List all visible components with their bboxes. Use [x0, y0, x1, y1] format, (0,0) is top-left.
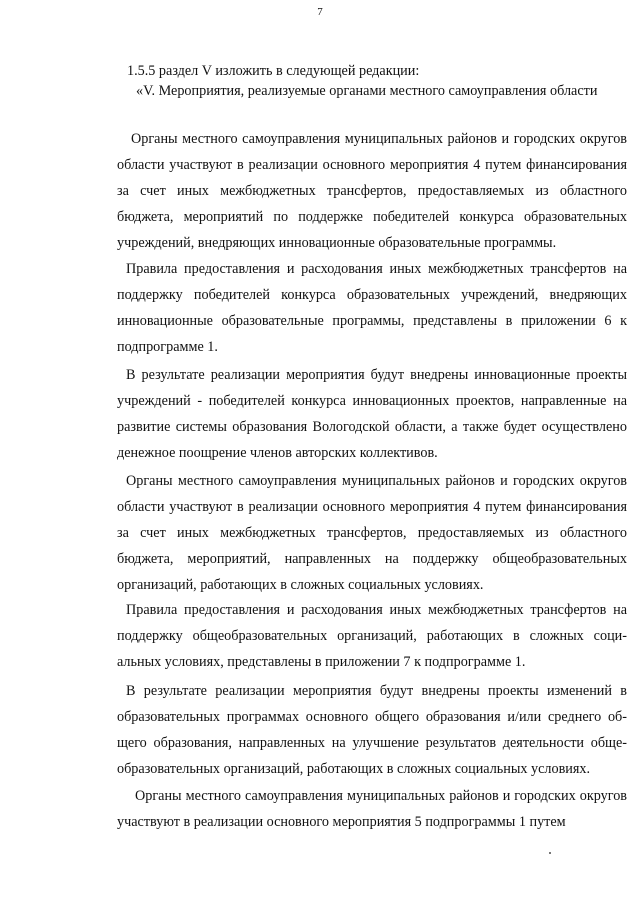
paragraph-1: Органы местного самоуправления муниципальных районов и городских округов области участвуют в реализации основного мероприятия 4 путем финансирования за счет иных межбюджетных трансфертов, предоставляемых из областного бюджета, мероприятий по поддержке победителей конкурса образовательных учреждений, внедряющих инновационные образовательные программы. [117, 131, 627, 251]
page-number: 7 [317, 6, 323, 18]
paragraph-7: Органы местного самоуправления муниципальных районов и городских округов участвуют в реализации основного мероприятия 5 подпрограммы 1 путем [117, 788, 627, 830]
paragraph-6: В результате реализации мероприятия будут внедрены проекты изменений в образовательных программах основного общего образования и/или среднего общего образования, направленных на улучшение результатов деятельности общеобразовательных организаций, работающих в сложных социальных условиях. [117, 683, 627, 777]
paragraph-4: Органы местного самоуправления муниципальных районов и городских округов области участвуют в реализации основного мероприятия 4 путем финансирования за счет иных межбюджетных трансфертов, предоставляемых из областного бюджета, мероприятий, направленных на поддержку общеобразовательных организаций, работающих в сложных социальных условиях. [117, 473, 627, 593]
scan-speck [549, 852, 551, 854]
section-title: «V. Мероприятия, реализуемые органами местного самоуправления области [136, 83, 598, 99]
paragraph-5: Правила предоставления и расходования иных межбюджетных трансфертов на поддержку общеобразовательных организаций, работающих в сложных социальных условиях, представлены в приложении 7 к подпрограмме 1. [117, 602, 627, 670]
amendment-heading: 1.5.5 раздел V изложить в следующей редакции: [127, 63, 420, 79]
paragraph-3: В результате реализации мероприятия будут внедрены инновационные проекты учреждений - победителей конкурса инновационных проектов, направленные на развитие системы образования Вологодской области, а также будет осуществлено денежное поощрение членов авторских коллективов. [117, 367, 627, 461]
paragraph-2: Правила предоставления и расходования иных межбюджетных трансфертов на поддержку победителей конкурса образовательных учреждений, внедряющих инновационные образовательные программы, представлены в приложении 6 к подпрограмме 1. [117, 261, 627, 355]
